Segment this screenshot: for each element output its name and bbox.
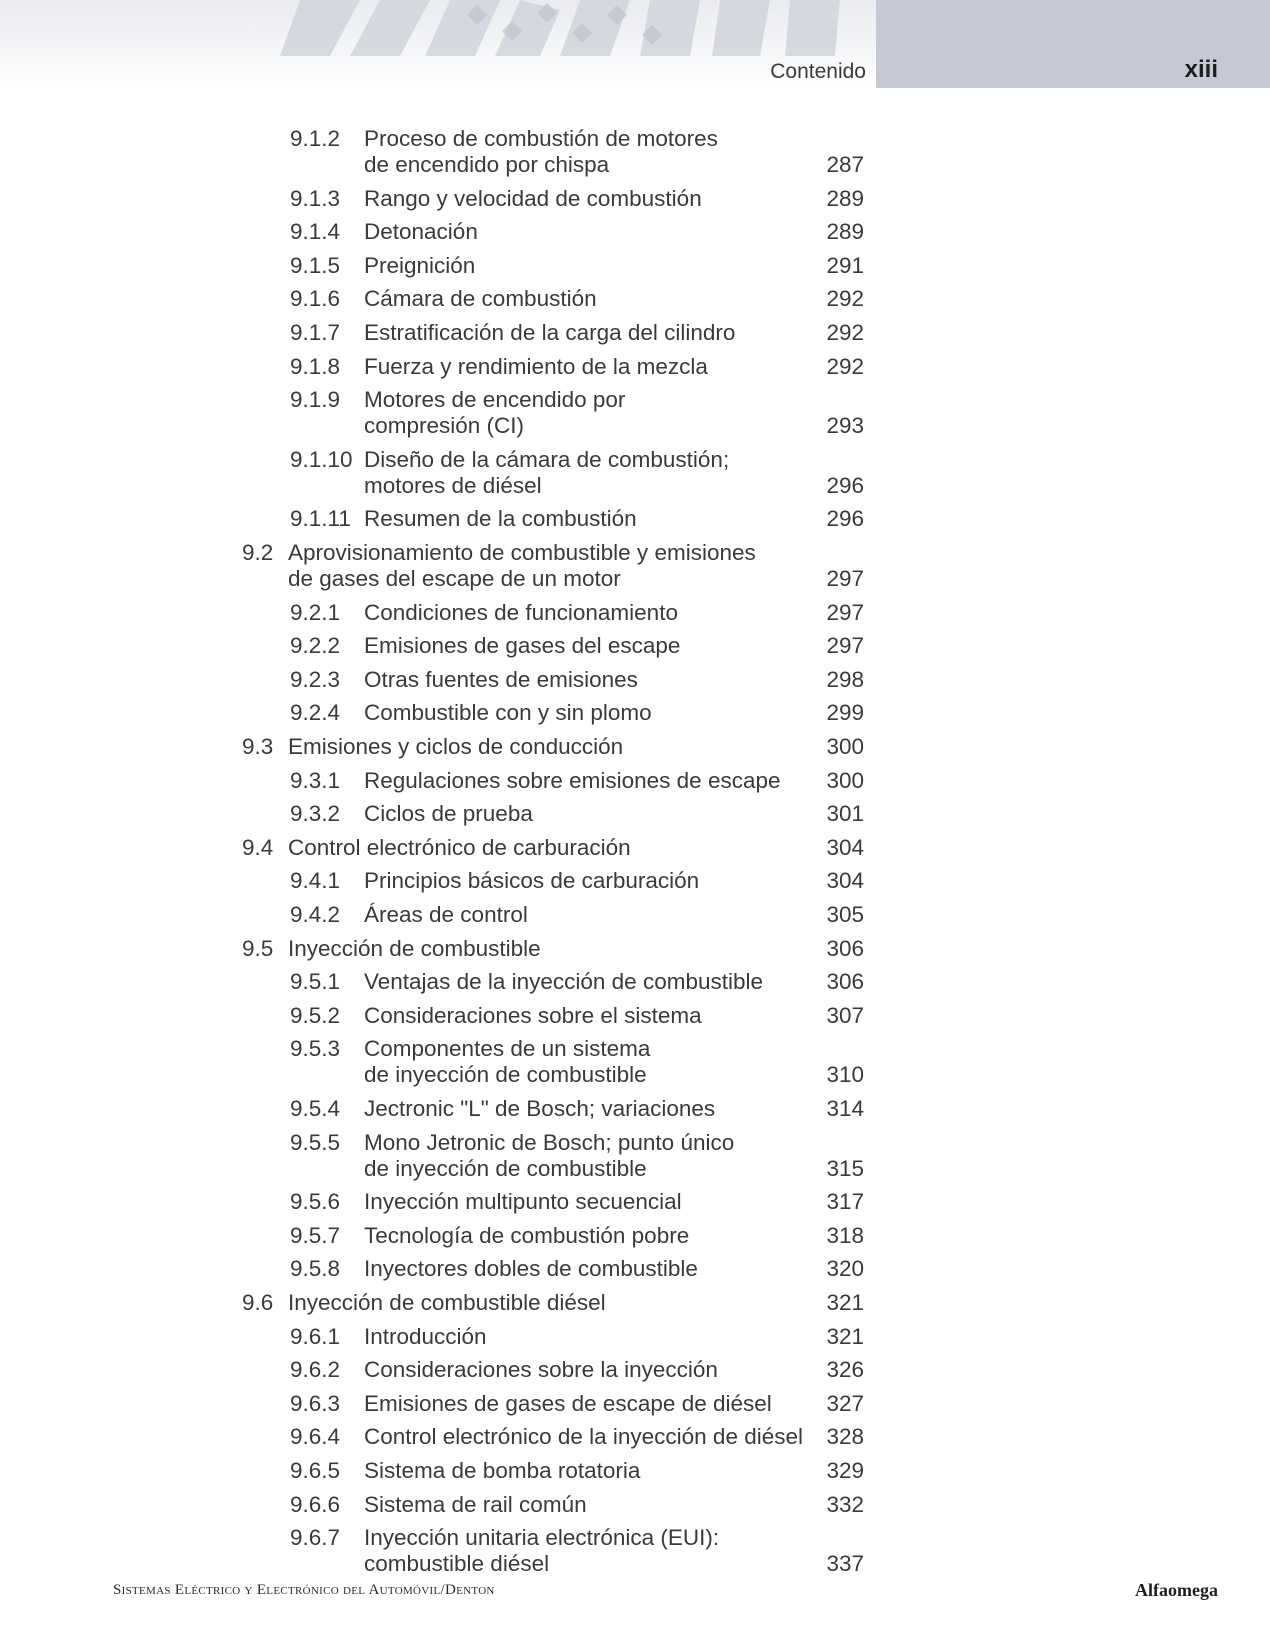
toc-entry-page: 310 bbox=[826, 1062, 864, 1088]
toc-entry-title-line: Inyección de combustible diésel bbox=[288, 1290, 606, 1315]
toc-entry-title-line: motores de diésel bbox=[364, 472, 542, 498]
toc-entry-number: 9.1.11 bbox=[290, 506, 351, 532]
toc-entry-title-line: Principios básicos de carburación bbox=[364, 868, 700, 894]
toc-entry-page: 299 bbox=[826, 700, 864, 726]
toc-entry-title-line: Inyección multipunto secuencial bbox=[364, 1189, 682, 1215]
toc-entry-title-line: Introducción bbox=[364, 1323, 487, 1349]
toc-entry-number: 9.6.3 bbox=[290, 1390, 341, 1416]
toc-entry-title bbox=[288, 734, 623, 760]
toc-entry-number: 9.1.4 bbox=[290, 219, 341, 245]
toc-entry-title bbox=[364, 1458, 640, 1484]
toc-entry-title-line: Motores de encendido por bbox=[364, 387, 626, 413]
footer-publisher: Alfaomega bbox=[1135, 1580, 1218, 1600]
toc-entry-page: 297 bbox=[826, 566, 864, 591]
toc-entry-number: 9.4 bbox=[242, 834, 274, 860]
toc-entry-title bbox=[364, 1492, 587, 1518]
toc-entry-title bbox=[364, 320, 735, 346]
toc-entry-title-line: Inyección unitaria electrónica (EUI): bbox=[364, 1525, 720, 1551]
toc-entry-page: 326 bbox=[826, 1357, 864, 1383]
toc-entry-title-line: Áreas de control bbox=[364, 902, 528, 927]
toc-entry-title-line: Control electrónico de carburación bbox=[288, 834, 631, 860]
toc-entry-number: 9.1.2 bbox=[290, 126, 341, 151]
toc-entry-page: 296 bbox=[826, 506, 864, 532]
toc-entry-title bbox=[364, 1424, 803, 1450]
toc-entry-title-line: Proceso de combustión de motores bbox=[364, 126, 718, 151]
toc-entry-title bbox=[364, 354, 708, 380]
toc-entry-title-line: Detonación bbox=[364, 219, 478, 245]
toc-entry-page: 306 bbox=[826, 969, 864, 995]
toc-entry-title bbox=[364, 387, 625, 439]
toc-entry-title bbox=[364, 506, 637, 532]
running-header-section: Contenido bbox=[770, 60, 866, 83]
toc-entry-page: 297 bbox=[826, 633, 864, 659]
toc-entry-title-line: Jectronic "L" de Bosch; variaciones bbox=[364, 1096, 716, 1121]
toc-entry-title-line: de inyección de combustible bbox=[364, 1062, 647, 1088]
toc-entry-page: 293 bbox=[826, 413, 864, 439]
toc-entry-title bbox=[288, 540, 756, 592]
toc-entry-title-line: Ciclos de prueba bbox=[364, 801, 533, 827]
toc-entry-number: 9.1.3 bbox=[290, 185, 341, 211]
toc-entry-title-line: Control electrónico de la inyección de diésel bbox=[364, 1424, 804, 1450]
toc-entry-number: 9.5.2 bbox=[290, 1002, 341, 1028]
page-number: xiii bbox=[1184, 56, 1218, 83]
toc-entry-page: 292 bbox=[826, 320, 864, 345]
toc-entry-title bbox=[364, 1525, 719, 1577]
footer-book-title: Sistemas Eléctrico y Electrónico del Automóvil/Denton bbox=[113, 1582, 495, 1598]
toc-entry-page: 292 bbox=[826, 353, 864, 379]
toc-entry-title bbox=[364, 1189, 682, 1215]
toc-entry-title-line: combustible diésel bbox=[364, 1551, 550, 1577]
toc-entry-title-line: Mono Jetronic de Bosch; punto único bbox=[364, 1129, 735, 1155]
toc-entry-title-line: Emisiones de gases de escape de diésel bbox=[364, 1390, 772, 1416]
toc-entry-number: 9.6.1 bbox=[290, 1323, 341, 1349]
toc-entry-number: 9.4.2 bbox=[290, 902, 341, 927]
toc-entry-number: 9.1.7 bbox=[290, 320, 341, 345]
toc-entry-title bbox=[364, 1324, 487, 1350]
toc-entry-title bbox=[364, 1096, 715, 1122]
toc-entry-title-line: Regulaciones sobre emisiones de escape bbox=[364, 767, 781, 793]
toc-entry-number: 9.2.4 bbox=[290, 700, 341, 726]
toc-entry-number: 9.5.4 bbox=[290, 1096, 341, 1121]
toc-entry-number: 9.3 bbox=[242, 734, 274, 759]
toc-entry-title bbox=[364, 186, 702, 212]
toc-entry-title bbox=[364, 1003, 702, 1029]
toc-entry-title bbox=[364, 286, 597, 312]
toc-entry-title-line: Componentes de un sistema bbox=[364, 1036, 651, 1062]
toc-entry-number: 9.2.1 bbox=[290, 599, 341, 625]
toc-entry-page: 296 bbox=[826, 472, 864, 498]
toc-entry-title-line: Combustible con y sin plomo bbox=[364, 700, 652, 726]
toc-entry-title-line: Cámara de combustión bbox=[364, 286, 597, 312]
toc-entry-title bbox=[364, 633, 680, 659]
toc-entry-page: 315 bbox=[826, 1155, 864, 1181]
toc-entry-title bbox=[364, 253, 475, 279]
toc-entry-title-line: Inyectores dobles de combustible bbox=[364, 1256, 698, 1282]
toc-entry-page: 337 bbox=[826, 1551, 864, 1577]
toc-entry-page: 291 bbox=[826, 252, 864, 278]
toc-entry-title-line: Resumen de la combustión bbox=[364, 506, 637, 532]
toc-entry-title bbox=[288, 936, 541, 962]
toc-entry-page: 305 bbox=[826, 902, 864, 927]
toc-entry-number: 9.1.10 bbox=[290, 446, 353, 472]
toc-entry-title-line: Ventajas de la inyección de combustible bbox=[364, 969, 764, 995]
toc-entry-number: 9.2 bbox=[242, 540, 274, 565]
toc-entry-title-line: Otras fuentes de emisiones bbox=[364, 666, 638, 692]
toc-entry-number: 9.5.7 bbox=[290, 1222, 341, 1248]
toc-entry-number: 9.2.3 bbox=[290, 666, 341, 692]
toc-entry-title-line: Fuerza y rendimiento de la mezcla bbox=[364, 353, 708, 379]
toc-entry-title bbox=[288, 835, 631, 861]
toc-entry-number: 9.5.8 bbox=[290, 1256, 341, 1282]
toc-entry-title bbox=[364, 667, 638, 693]
toc-entry-title bbox=[364, 1391, 772, 1417]
toc-entry-number: 9.6.7 bbox=[290, 1525, 341, 1551]
toc-entry-title-line: Rango y velocidad de combustión bbox=[364, 185, 702, 211]
toc-entry-number: 9.6.4 bbox=[290, 1424, 341, 1450]
toc-entry-title-line: de encendido por chispa bbox=[364, 152, 610, 177]
toc-entry-number: 9.2.2 bbox=[290, 633, 341, 659]
toc-entry-page: 287 bbox=[826, 152, 864, 177]
toc-entry-title bbox=[364, 1130, 734, 1182]
toc-entry-title-line: Tecnología de combustión pobre bbox=[364, 1222, 690, 1248]
toc-entry-title-line: Preignición bbox=[364, 252, 476, 278]
toc-entry-title bbox=[364, 600, 678, 626]
toc-entry-number: 9.1.5 bbox=[290, 252, 341, 278]
toc-entry-number: 9.4.1 bbox=[290, 868, 341, 894]
toc-entry-title bbox=[364, 902, 528, 928]
toc-entry-title bbox=[364, 801, 533, 827]
toc-entry-title-line: Inyección de combustible bbox=[288, 935, 541, 961]
toc-entry-page: 292 bbox=[826, 286, 864, 312]
toc-entry-title bbox=[364, 447, 729, 499]
toc-entry-page: 304 bbox=[826, 868, 864, 894]
toc-entry-title-line: Consideraciones sobre el sistema bbox=[364, 1002, 702, 1028]
toc-entry-page: 320 bbox=[826, 1256, 864, 1282]
toc-entry-number: 9.5.5 bbox=[290, 1129, 341, 1155]
toc-entry-title-line: Consideraciones sobre la inyección bbox=[364, 1357, 718, 1383]
toc-entry-page: 289 bbox=[826, 185, 864, 211]
toc-entry-title bbox=[364, 700, 652, 726]
toc-entry-number: 9.1.6 bbox=[290, 286, 341, 312]
toc-entry-title-line: Emisiones de gases del escape bbox=[364, 633, 681, 659]
toc-entry-number: 9.6 bbox=[242, 1290, 274, 1315]
toc-entry-page: 301 bbox=[826, 801, 864, 827]
toc-entry-page: 321 bbox=[826, 1323, 864, 1349]
toc-entry-page: 318 bbox=[826, 1222, 864, 1248]
toc-entry-page: 321 bbox=[826, 1290, 864, 1315]
toc-entry-page: 297 bbox=[826, 599, 864, 625]
toc-entry-page: 300 bbox=[826, 734, 864, 759]
toc-entry-page: 300 bbox=[826, 767, 864, 793]
toc-entry-page: 289 bbox=[826, 219, 864, 245]
toc-entry-title-line: Sistema de rail común bbox=[364, 1491, 587, 1517]
toc-entry-page: 314 bbox=[826, 1096, 864, 1121]
toc-entry-title-line: Estratificación de la carga del cilindro bbox=[364, 320, 736, 345]
toc-entry-number: 9.5.3 bbox=[290, 1036, 341, 1062]
toc-entry-number: 9.6.5 bbox=[290, 1458, 341, 1483]
toc-entry-page: 332 bbox=[826, 1491, 864, 1517]
toc-entry-title-line: de inyección de combustible bbox=[364, 1155, 647, 1181]
toc-entry-title bbox=[364, 1357, 718, 1383]
toc-entry-number: 9.6.2 bbox=[290, 1357, 341, 1383]
toc-entry-title bbox=[364, 1036, 650, 1088]
toc-entry-number: 9.5 bbox=[242, 935, 274, 961]
toc-entry-title-line: de gases del escape de un motor bbox=[288, 566, 621, 591]
toc-entry-number: 9.3.1 bbox=[290, 767, 341, 793]
toc-entry-number: 9.5.6 bbox=[290, 1189, 341, 1215]
toc-entry-page: 328 bbox=[826, 1424, 864, 1450]
toc-entry-title-line: Diseño de la cámara de combustión; bbox=[364, 446, 730, 472]
toc-entry-page: 304 bbox=[826, 834, 864, 860]
toc-entry-title bbox=[364, 768, 781, 794]
toc-entry-title bbox=[288, 1290, 606, 1316]
toc-entry-page: 329 bbox=[826, 1458, 864, 1483]
toc-entry-title-line: compresión (CI) bbox=[364, 413, 525, 439]
toc-entry-title bbox=[364, 126, 718, 178]
toc-entry-page: 327 bbox=[826, 1390, 864, 1416]
toc-entry-title bbox=[364, 868, 699, 894]
toc-entry-title-line: Aprovisionamiento de combustible y emisiones bbox=[288, 540, 756, 565]
toc-entry-number: 9.1.8 bbox=[290, 353, 341, 379]
toc-entry-page: 307 bbox=[826, 1002, 864, 1028]
toc-entry-title bbox=[364, 1223, 689, 1249]
toc-entry-title bbox=[364, 1256, 698, 1282]
toc-entry-page: 298 bbox=[826, 666, 864, 692]
toc-entry-number: 9.1.9 bbox=[290, 387, 341, 413]
toc-entry-title-line: Emisiones y ciclos de conducción bbox=[288, 734, 624, 759]
toc-entry-number: 9.5.1 bbox=[290, 969, 341, 995]
toc-entry-number: 9.6.6 bbox=[290, 1491, 341, 1517]
toc-entry-title-line: Sistema de bomba rotatoria bbox=[364, 1458, 641, 1483]
toc-entry-title-line: Condiciones de funcionamiento bbox=[364, 599, 678, 625]
toc-entry-page: 306 bbox=[826, 935, 864, 961]
toc-entry-title bbox=[364, 219, 478, 245]
toc-entry-number: 9.3.2 bbox=[290, 801, 341, 827]
toc-entry-page: 317 bbox=[826, 1189, 864, 1215]
toc-entry-title bbox=[364, 969, 763, 995]
